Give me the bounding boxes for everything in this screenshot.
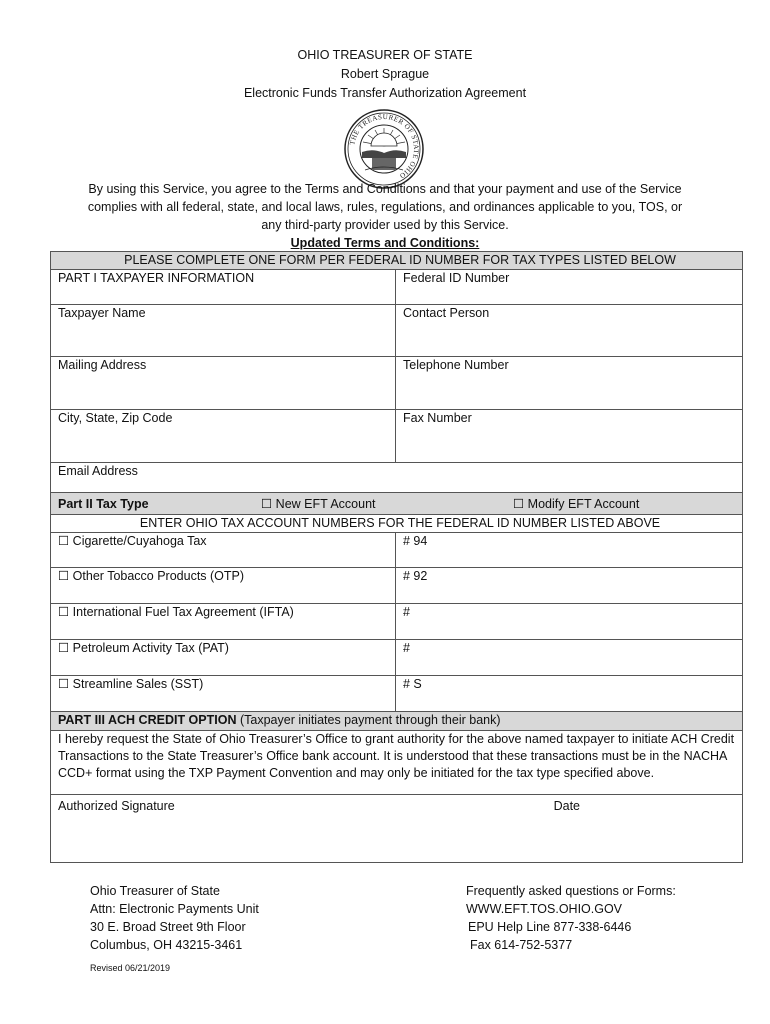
telephone-field[interactable]: Telephone Number — [396, 357, 743, 410]
date-field[interactable]: Date — [553, 799, 581, 813]
tax-checkbox-ifta[interactable]: ☐ International Fuel Tax Agreement (IFTA) — [51, 604, 396, 640]
header-treasurer-name: Robert Sprague — [340, 67, 430, 81]
mailing-address-field[interactable]: Mailing Address — [51, 357, 396, 410]
terms-intro — [80, 180, 690, 252]
footer-address — [90, 882, 259, 954]
contact-person-field[interactable]: Contact Person — [396, 305, 743, 357]
header-agency: OHIO TREASURER OF STATE — [297, 48, 473, 62]
tax-account-otp[interactable]: # 92 — [396, 568, 743, 604]
taxpayer-name-field[interactable]: Taxpayer Name — [51, 305, 396, 357]
part2-header — [51, 493, 743, 515]
footer-address-line: Columbus, OH 43215-3461 — [90, 938, 243, 952]
terms-intro-text: By using this Service, you agree to the Terms and Conditions and that your payment and use of the Service complies with all federal, state, and local laws, rules, regulations, and ordinances applicable to you, TOS, or any third-party provider used by this Service. — [87, 182, 683, 232]
tax-account-ifta[interactable]: # — [396, 604, 743, 640]
revision-date: Revised 06/21/2019 — [90, 963, 171, 973]
tax-checkbox-sst[interactable]: ☐ Streamline Sales (SST) — [51, 676, 396, 712]
email-field[interactable]: Email Address — [51, 463, 743, 493]
footer-faq-label: Frequently asked questions or Forms: — [466, 884, 676, 898]
city-state-zip-field[interactable]: City, State, Zip Code — [51, 410, 396, 463]
footer-contact — [466, 882, 676, 954]
tax-checkbox-pat[interactable]: ☐ Petroleum Activity Tax (PAT) — [51, 640, 396, 676]
tax-account-pat[interactable]: # — [396, 640, 743, 676]
ach-authorization-text: I hereby request the State of Ohio Treasurer’s Office to grant authority for the above named taxpayer to initiate ACH Credit Transactions to the State Treasurer’s Office bank account. It is understood that these transactions must be in the NACHA CCD+ format using the TXP Payment Convention and may only be initiated for the tax type specified above. — [51, 731, 743, 795]
document-header — [0, 46, 770, 103]
updated-terms-link[interactable]: Updated Terms and Conditions: — [290, 236, 480, 250]
footer-website-link[interactable]: WWW.EFT.TOS.OHIO.GOV — [466, 902, 623, 916]
tax-checkbox-otp[interactable]: ☐ Other Tobacco Products (OTP) — [51, 568, 396, 604]
footer-address-line: Attn: Electronic Payments Unit — [90, 902, 259, 916]
footer-fax: Fax 614-752-5377 — [470, 938, 573, 952]
header-form-title: Electronic Funds Transfer Authorization Agreement — [243, 86, 527, 100]
seal-lettering: THE TREASURER OF STATE OHIO — [348, 112, 421, 181]
authorized-signature-field[interactable]: Authorized Signature — [58, 799, 175, 813]
new-eft-checkbox[interactable]: ☐ New EFT Account — [261, 497, 376, 511]
modify-eft-checkbox[interactable]: ☐ Modify EFT Account — [513, 497, 640, 511]
part3-subtitle: (Taxpayer initiates payment through their bank) — [239, 713, 501, 727]
federal-id-field[interactable]: Federal ID Number — [396, 270, 743, 305]
signature-row — [51, 795, 743, 863]
form-banner: PLEASE COMPLETE ONE FORM PER FEDERAL ID NUMBER FOR TAX TYPES LISTED BELOW — [51, 252, 743, 270]
footer-helpline: EPU Help Line 877-338-6446 — [468, 920, 632, 934]
footer-address-line: 30 E. Broad Street 9th Floor — [90, 920, 246, 934]
eft-authorization-form — [50, 251, 743, 863]
ohio-treasurer-seal-icon — [343, 108, 425, 190]
part3-title: PART III ACH CREDIT OPTION — [58, 713, 237, 727]
fax-field[interactable]: Fax Number — [396, 410, 743, 463]
tax-account-cigarette[interactable]: # 94 — [396, 533, 743, 568]
tax-account-sst[interactable]: # S — [396, 676, 743, 712]
part1-title: PART I TAXPAYER INFORMATION — [51, 270, 396, 305]
part2-title: Part II Tax Type — [58, 497, 149, 511]
footer-address-line: Ohio Treasurer of State — [90, 884, 220, 898]
part2-instruction: ENTER OHIO TAX ACCOUNT NUMBERS FOR THE FEDERAL ID NUMBER LISTED ABOVE — [51, 515, 743, 533]
tax-checkbox-cigarette[interactable]: ☐ Cigarette/Cuyahoga Tax — [51, 533, 396, 568]
part3-header — [51, 712, 743, 731]
